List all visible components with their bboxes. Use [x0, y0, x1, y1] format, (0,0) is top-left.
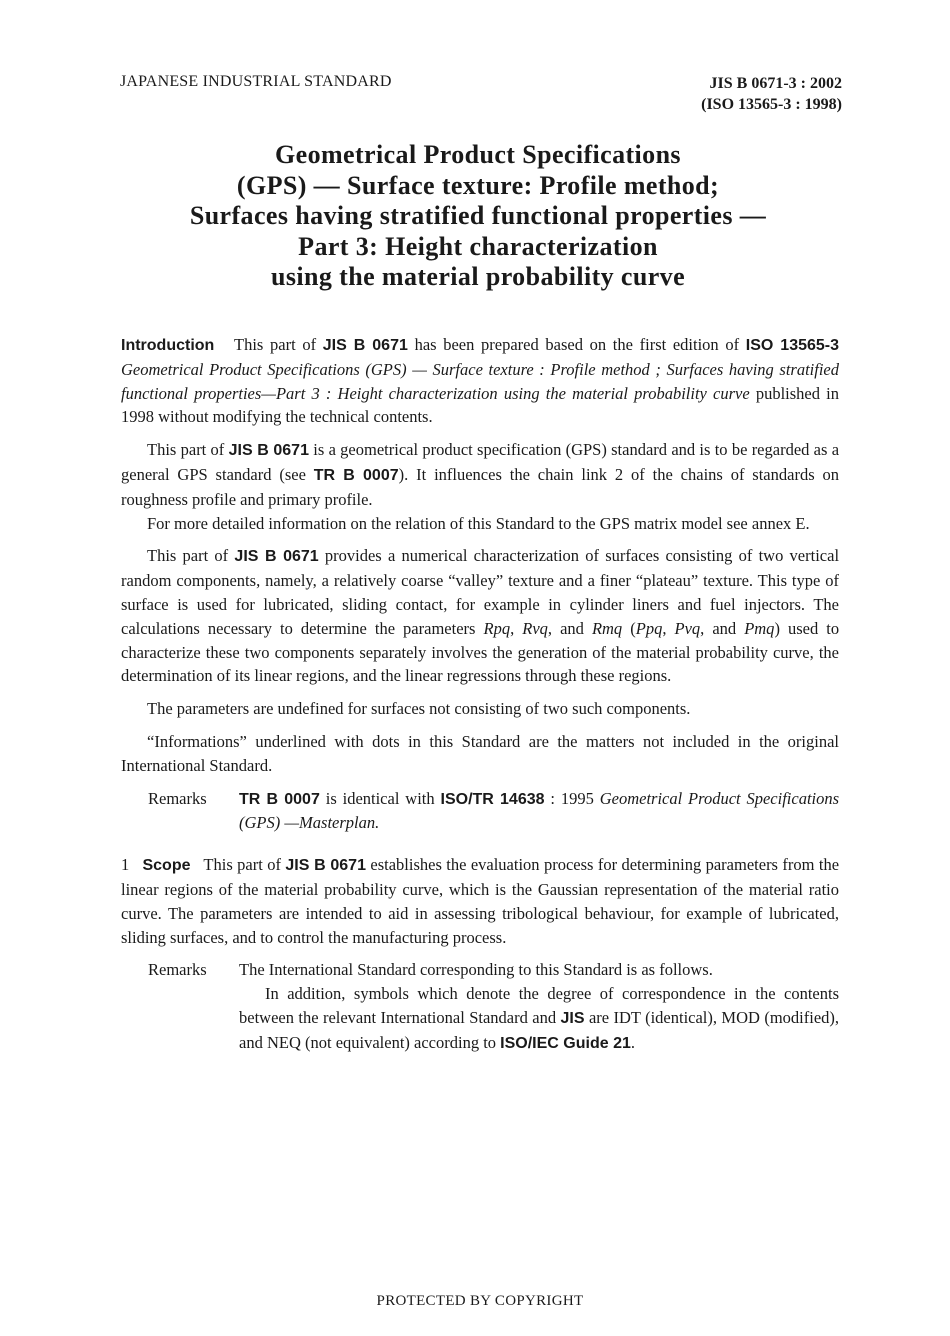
text: , and [547, 618, 584, 638]
section-number: 1 [121, 855, 130, 875]
informations-paragraph: “Informations” underlined with dots in this Standard are the matters not included in the original International Standard. [121, 731, 839, 775]
annex-paragraph: For more detailed information on the relation of this Standard to the GPS matrix model see annex E. [147, 513, 810, 533]
scope-paragraph [121, 853, 839, 949]
text: This part of [203, 855, 281, 875]
header-standard-number [701, 73, 842, 115]
remarks-line: The International Standard corresponding to this Standard is as follows. [239, 960, 713, 980]
iso-number: (ISO 13565-3 : 1998) [701, 96, 842, 113]
gps-paragraph [121, 438, 839, 511]
text: This part of [147, 546, 229, 566]
text: This part of [147, 440, 225, 460]
jis-number: JIS B 0671-3 : 2002 [709, 75, 842, 92]
jis-reference: JIS B 0671 [322, 337, 408, 354]
text: ). It influences the chain link 2 of the chains of standards on roughness profile and primary profile. [121, 464, 839, 509]
tr-reference: TR B 0007 [239, 790, 320, 808]
remarks-note [148, 958, 839, 1055]
header-standard-type: JAPANESE INDUSTRIAL STANDARD [120, 73, 392, 90]
text: This part of [234, 335, 317, 354]
remarks-note [148, 787, 839, 836]
iso-reference: ISO/TR 14638 [440, 790, 545, 808]
param-ppq: Ppq [635, 618, 663, 638]
jis-reference: JIS B 0671 [285, 857, 366, 875]
param-rmq: Rmq [591, 618, 623, 638]
text: published in 1998 without modifying the technical contents. [121, 383, 840, 427]
introduction-heading: Introduction [121, 337, 215, 354]
text: is identical with [325, 788, 435, 808]
jis-reference: JIS B 0671 [228, 442, 309, 460]
text: , and [700, 618, 737, 638]
title-line: Geometrical Product Specifications [275, 140, 681, 169]
remarks-paragraph [239, 982, 839, 1055]
document-title [100, 140, 856, 293]
param-pvq: Pvq [674, 618, 701, 638]
jis-reference: JIS B 0671 [234, 548, 319, 566]
text: establishes the evaluation process for determining parameters from the linear regions of the material probability curve, which is the Gaussian representation of the material ratio curve. The parameters are intended to aid in assessing tribological behaviour, for example of lubricated, sliding surfaces, and to control the manufacturing process. [121, 855, 840, 947]
text: . [630, 1032, 635, 1052]
jis-reference: JIS [560, 1009, 585, 1027]
title-line: (GPS) — Surface texture: Profile method; [236, 170, 720, 200]
text: provides a numerical characterization of surfaces consisting of two vertical random components, namely, a relatively coarse “valley” texture and a finer “plateau” texture. This type of surface is used for lubricated, sliding contact, for example in cylinder liners and fuel injectors. The calculations necessary to determine the parameters [121, 546, 840, 638]
title-line: Part 3: Height characterization [298, 231, 658, 261]
text: : 1995 [550, 788, 594, 808]
document-body [121, 333, 839, 1056]
guide-reference: ISO/IEC Guide 21 [500, 1034, 631, 1052]
title-line: Surfaces having stratified functional properties — [189, 201, 767, 230]
iso-title: Geometrical Product Specifications (GPS) — Surface texture : Profile method ; Surfaces having stratified functional properties—Part 3 : Height characterization using the material probability curve [121, 359, 839, 403]
text: In addition, symbols which denote the degree of correspondence in the contents between the relevant International Standard and [239, 984, 839, 1027]
text: is a geometrical product specification (GPS) standard and is to be regarded as a general GPS standard (see [121, 440, 840, 484]
tr-reference: TR B 0007 [313, 466, 399, 484]
masterplan-title: Geometrical Product Specifications (GPS) —Masterplan. [239, 788, 840, 833]
scope-heading: Scope [142, 857, 191, 875]
param-rpq: Rpq [483, 618, 511, 638]
text: are IDT (identical), MOD (modified), and NEQ (not equivalent) according to [239, 1007, 840, 1052]
characterization-paragraph [121, 544, 839, 688]
text: ( [630, 618, 636, 638]
remarks-label: Remarks [148, 960, 207, 980]
param-pmq: Pmq [744, 618, 775, 638]
undefined-paragraph: The parameters are undefined for surfaces not consisting of two such components. [147, 699, 691, 719]
remarks-text [239, 787, 839, 836]
introduction-paragraph [121, 333, 839, 429]
text: ) used to characterize these two components separately involves the generation of the material probability curve, the determination of its linear regions, and the linear regressions through these regions. [121, 618, 840, 686]
text: has been prepared based on the first edition of [414, 335, 740, 354]
text: , [510, 618, 515, 638]
remarks-label: Remarks [148, 788, 207, 808]
remarks-text [239, 958, 839, 1055]
title-line: using the material probability curve [270, 262, 686, 291]
iso-reference: ISO 13565-3 [745, 337, 840, 354]
copyright-footer: PROTECTED BY COPYRIGHT [376, 1293, 584, 1309]
text: , [662, 618, 667, 638]
param-rvq: Rvq [522, 618, 548, 638]
